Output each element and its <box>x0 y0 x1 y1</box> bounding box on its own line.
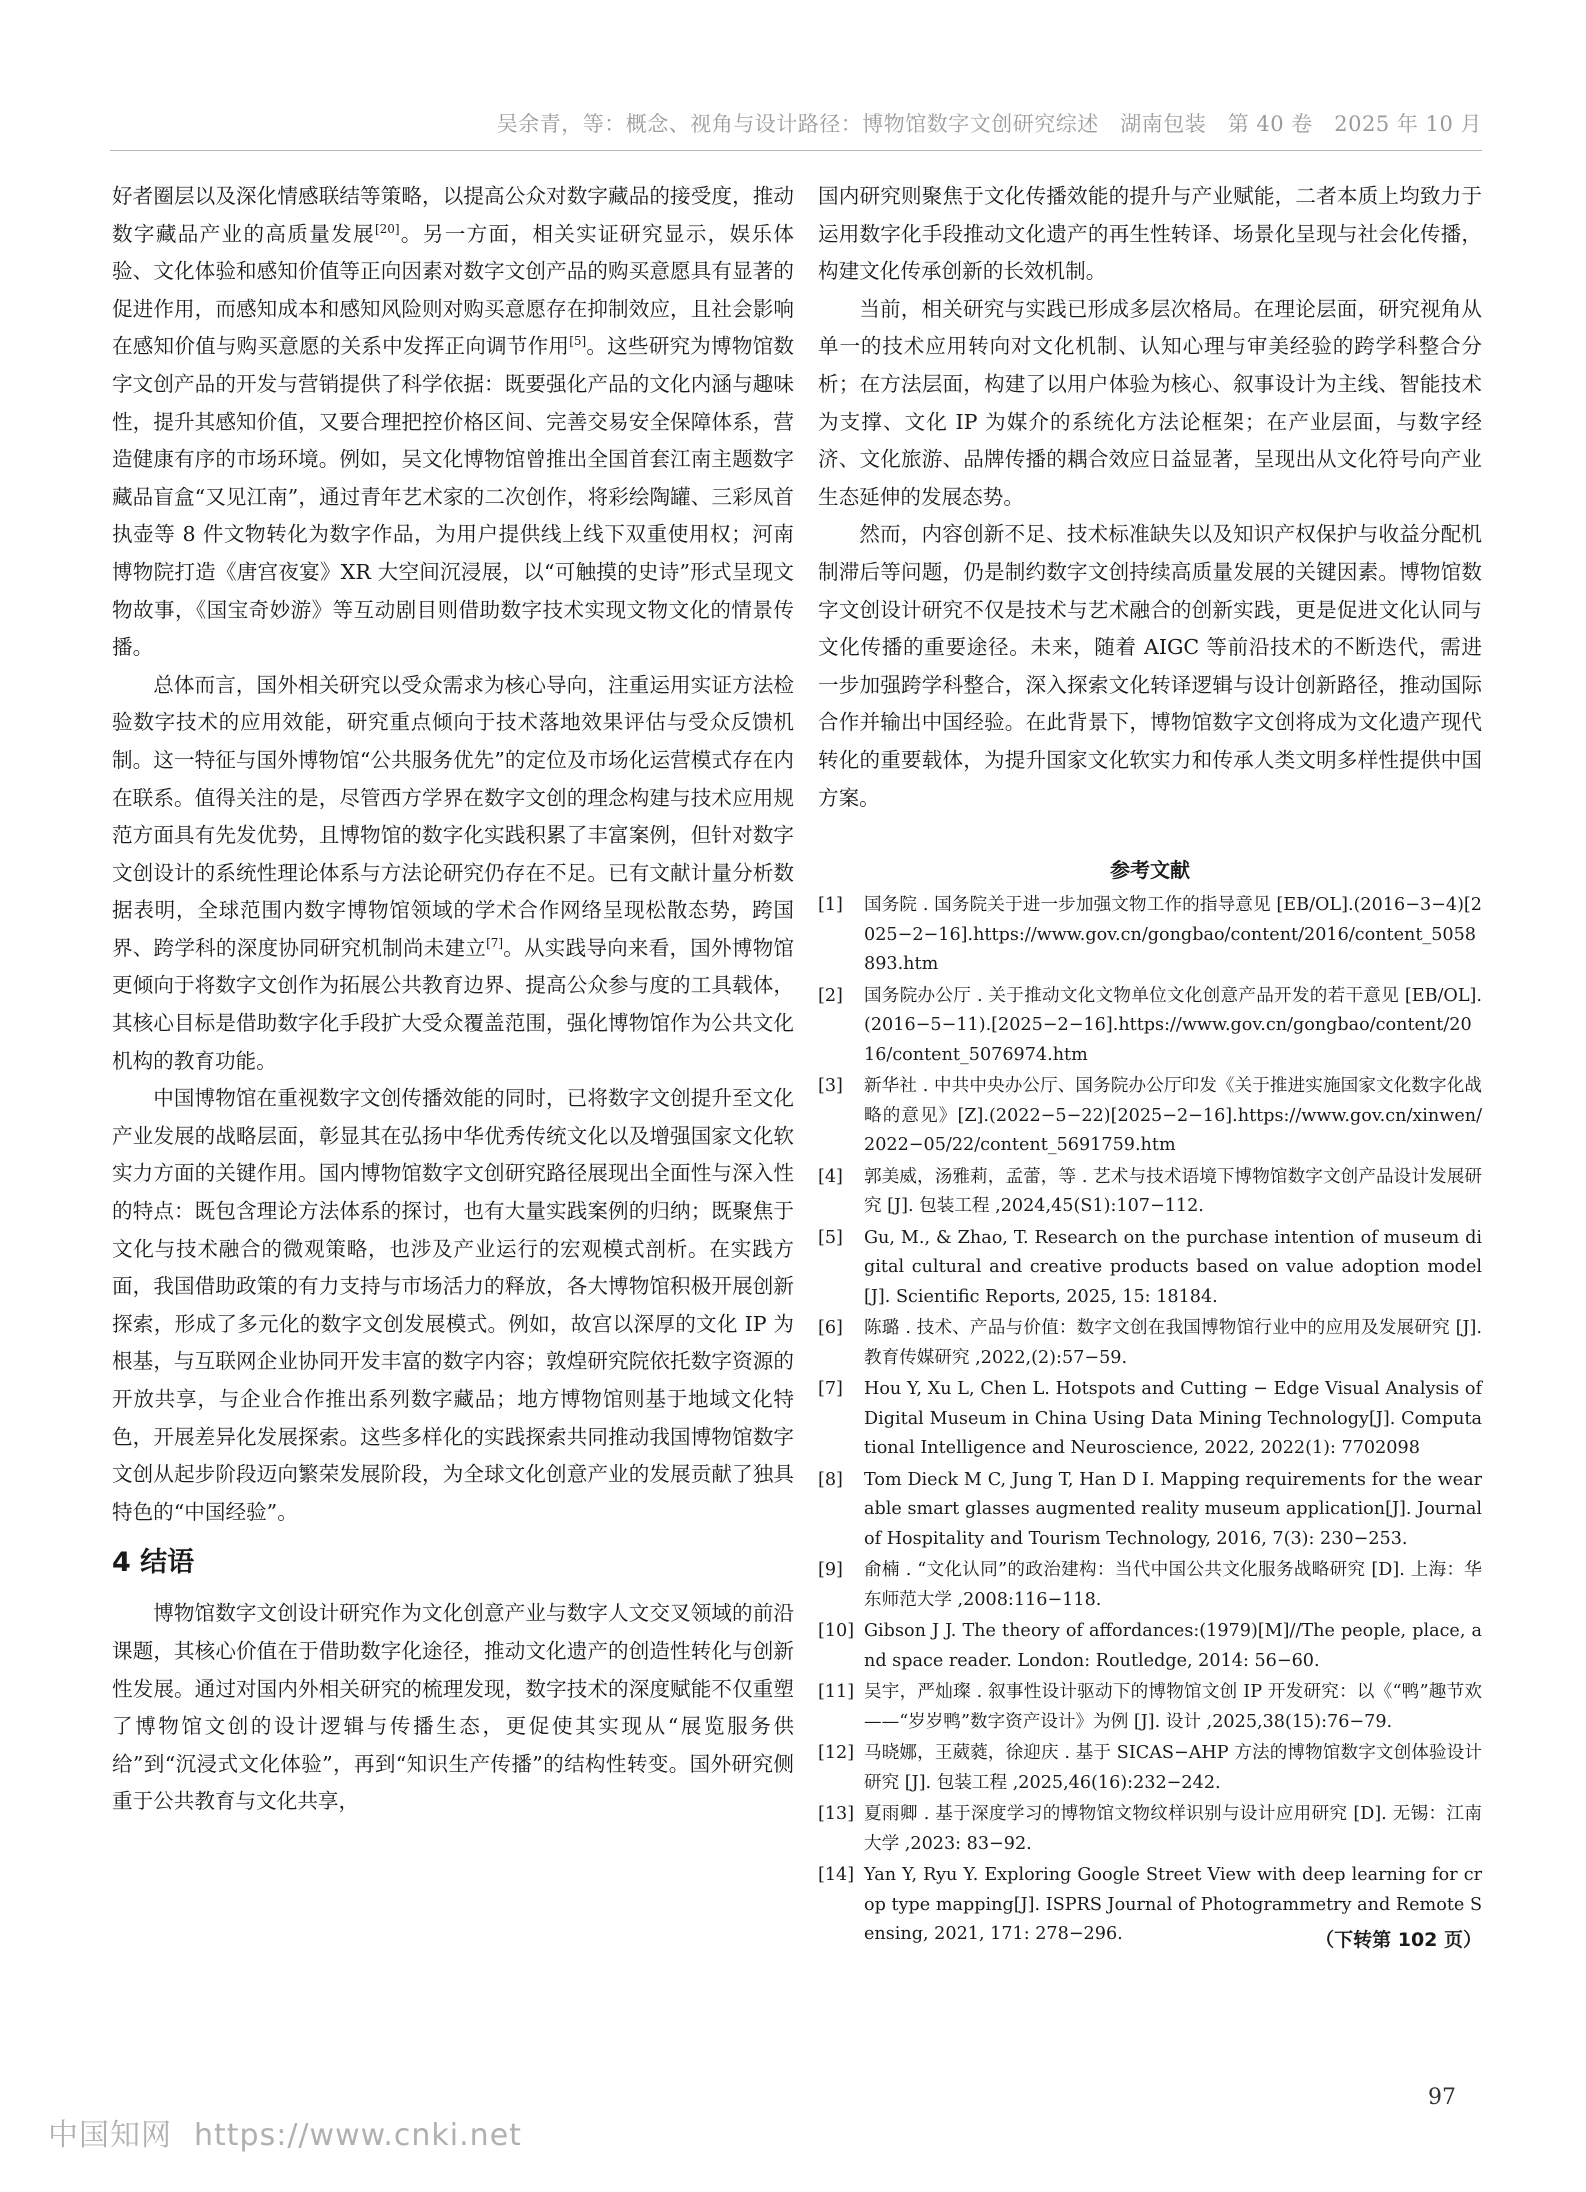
cnki-watermark <box>48 2110 522 2154</box>
continued-note: （下转第 102 页） <box>1315 1928 1482 1951</box>
reference-item: [2] 国务院办公厅 . 关于推动文化文物单位文化创意产品开发的若干意见 [EB/OL].(2016−5−11).[2025−2−16].https://www.gov.cn/gongbao/content/2016/content_5076974.htm <box>818 985 1482 1065</box>
reference-list <box>818 891 1482 1950</box>
paragraph: 博物馆数字文创设计研究作为文化创意产业与数字人文交叉领域的前沿课题，其核心价值在于借助数字化途径，推动文化遗产的创造性转化与创新性发展。通过对国内外相关研究的梳理发现，数字技术的深度赋能不仅重塑了博物馆文创的设计逻辑与传播生态，更促使其实现从“展览服务供给”到“沉浸式文化体验”，再到“知识生产传播”的结构性转变。国外研究侧重于公共教育与文化共享， <box>112 1601 794 1814</box>
section-heading: 4 结语 <box>112 1547 195 1579</box>
reference-item: [8] Tom Dieck M C, Jung T, Han D I. Mapping requirements for the wearable smart glasses augmented reality museum application[J]. Journal of Hospitality and Tourism Technology, 2016, 7(3): 230−253. <box>818 1469 1482 1549</box>
paragraph: 总体而言，国外相关研究以受众需求为核心导向，注重运用实证方法检验数字技术的应用效能，研究重点倾向于技术落地效果评估与受众反馈机制。这一特征与国外博物馆“公共服务优先”的定位及市场化运营模式存在内在联系。值得关注的是，尽管西方学界在数字文创的理念构建与技术应用规范方面具有先发优势，且博物馆的数字化实践积累了丰富案例，但针对数字文创设计的系统性理论体系与方法论研究仍存在不足。已有文献计量分析数据表明，全球范围内数字博物馆领域的学术合作网络呈现松散态势，跨国界、跨学科的深度协同研究机制尚未建立[7]。从实践导向来看，国外博物馆更倾向于将数字文创作为拓展公共教育边界、提高公众参与度的工具载体，其核心目标是借助数字化手段扩大受众覆盖范围，强化博物馆作为公共文化机构的教育功能。 <box>112 672 794 1073</box>
reference-item: [7] Hou Y, Xu L, Chen L. Hotspots and Cutting − Edge Visual Analysis of Digital Museum in China Using Data Mining Technology[J]. Computational Intelligence and Neuroscience, 2022, 2022(1): 7702098 <box>818 1379 1482 1459</box>
reference-item: [10] Gibson J J. The theory of affordances:(1979)[M]//The people, place, and space reader. London: Routledge, 2014: 56−60. <box>818 1621 1482 1671</box>
reference-item: [9] 俞楠 . “文化认同”的政治建构：当代中国公共文化服务战略研究 [D]. 上海：华东师范大学 ,2008:116−118. <box>818 1560 1482 1610</box>
reference-item: [3] 新华社 . 中共中央办公厅、国务院办公厅印发《关于推进实施国家文化数字化战略的意见》[Z].(2022−5−22)[2025−2−16].https://www.gov.cn/xinwen/2022−05/22/content_5691759.htm <box>818 1076 1482 1156</box>
citation: [7] <box>486 936 504 951</box>
reference-item: [6] 陈璐 . 技术、产品与价值：数字文创在我国博物馆行业中的应用及发展研究 [J]. 教育传媒研究 ,2022,(2):57−59. <box>818 1318 1482 1368</box>
right-column <box>818 178 1482 1959</box>
reference-item: [1] 国务院 . 国务院关于进一步加强文物工作的指导意见 [EB/OL].(2016−3−4)[2025−2−16].https://www.gov.cn/gongbao/content/2016/content_5058893.htm <box>818 895 1482 975</box>
citation: [20] <box>374 221 400 236</box>
reference-item: [12] 马晓娜，王葳蕤，徐迎庆 . 基于 SICAS−AHP 方法的博物馆数字文创体验设计研究 [J]. 包装工程 ,2025,46(16):232−242. <box>818 1743 1482 1793</box>
reference-item: [5] Gu, M., & Zhao, T. Research on the purchase intention of museum digital cultural and creative products based on value adoption model[J]. Scientific Reports, 2025, 15: 18184. <box>818 1227 1482 1307</box>
left-column <box>112 178 794 1821</box>
references-title: 参考文献 <box>1110 858 1190 883</box>
page-number: 97 <box>1428 2085 1456 2110</box>
watermark-url[interactable]: https://www.cnki.net <box>194 2118 522 2153</box>
reference-item: [11] 吴宇，严灿璨 . 叙事性设计驱动下的博物馆文创 IP 开发研究：以《“鸭”趣节欢——“岁岁鸭”数字资产设计》为例 [J]. 设计 ,2025,38(15):76−79. <box>818 1682 1482 1732</box>
reference-item: [4] 郭美威，汤雅莉，孟蕾，等 . 艺术与技术语境下博物馆数字文创产品设计发展研究 [J]. 包装工程 ,2024,45(S1):107−112. <box>818 1166 1482 1217</box>
running-header: 吴余青，等：概念、视角与设计路径：博物馆数字文创研究综述 湖南包装 第 40 卷 2025 年 10 月 <box>496 112 1482 136</box>
citation: [5] <box>569 334 587 349</box>
paragraph: 然而，内容创新不足、技术标准缺失以及知识产权保护与收益分配机制滞后等问题，仍是制约数字文创持续高质量发展的关键因素。博物馆数字文创设计研究不仅是技术与艺术融合的创新实践，更是促进文化认同与文化传播的重要途径。未来，随着 AIGC 等前沿技术的不断迭代，需进一步加强跨学科整合，深入探索文化转译逻辑与设计创新路径，推动国际合作并输出中国经验。在此背景下，博物馆数字文创将成为文化遗产现代转化的重要载体，为提升国家文化软实力和传承人类文明多样性提供中国方案。 <box>818 522 1482 810</box>
paragraph: 当前，相关研究与实践已形成多层次格局。在理论层面，研究视角从单一的技术应用转向对文化机制、认知心理与审美经验的跨学科整合分析；在方法层面，构建了以用户体验为核心、叙事设计为主线、智能技术为支撑、文化 IP 为媒介的系统化方法论框架；在产业层面，与数字经济、文化旅游、品牌传播的耦合效应日益显著，呈现出从文化符号向产业生态延伸的发展态势。 <box>818 296 1482 509</box>
header-rule <box>110 150 1482 151</box>
paragraph: 好者圈层以及深化情感联结等策略，以提高公众对数字藏品的接受度，推动数字藏品产业的高质量发展[20]。另一方面，相关实证研究显示，娱乐体验、文化体验和感知价值等正向因素对数字文创产品的购买意愿具有显著的促进作用，而感知成本和感知风险则对购买意愿存在抑制效应，且社会影响在感知价值与购买意愿的关系中发挥正向调节作用[5]。这些研究为博物馆数字文创产品的开发与营销提供了科学依据：既要强化产品的文化内涵与趣味性，提升其感知价值，又要合理把控价格区间、完善交易安全保障体系，营造健康有序的市场环境。例如，吴文化博物馆曾推出全国首套江南主题数字藏品盲盒“又见江南”，通过青年艺术家的二次创作，将彩绘陶罐、三彩凤首执壶等 8 件文物转化为数字作品，为用户提供线上线下双重使用权；河南博物院打造《唐宫夜宴》XR 大空间沉浸展，以“可触摸的史诗”形式呈现文物故事，《国宝奇妙游》等互动剧目则借助数字技术实现文物文化的情景传播。 <box>112 184 795 660</box>
watermark-brand: 中国知网 <box>48 2118 172 2153</box>
paragraph: 国内研究则聚焦于文化传播效能的提升与产业赋能，二者本质上均致力于运用数字化手段推动文化遗产的再生性转译、场景化呈现与社会化传播，构建文化传承创新的长效机制。 <box>818 184 1482 284</box>
reference-item: [13] 夏雨卿 . 基于深度学习的博物馆文物纹样识别与设计应用研究 [D]. 无锡：江南大学 ,2023: 83−92. <box>818 1804 1482 1854</box>
reference-item: [14] Yan Y, Ryu Y. Exploring Google Street View with deep learning for crop type mapping[J]. ISPRS Journal of Photogrammetry and Remote Sensing, 2021, 171: 278−296. <box>818 1865 1482 1945</box>
paragraph: 中国博物馆在重视数字文创传播效能的同时，已将数字文创提升至文化产业发展的战略层面，彰显其在弘扬中华优秀传统文化以及增强国家文化软实力方面的关键作用。国内博物馆数字文创研究路径展现出全面性与深入性的特点：既包含理论方法体系的探讨，也有大量实践案例的归纳；既聚焦于文化与技术融合的微观策略，也涉及产业运行的宏观模式剖析。在实践方面，我国借助政策的有力支持与市场活力的释放，各大博物馆积极开展创新探索，形成了多元化的数字文创发展模式。例如，故宫以深厚的文化 IP 为根基，与互联网企业协同开发丰富的数字内容；敦煌研究院依托数字资源的开放共享，与企业合作推出系列数字藏品；地方博物馆则基于地域文化特色，开展差异化发展探索。这些多样化的实践探索共同推动我国博物馆数字文创从起步阶段迈向繁荣发展阶段，为全球文化创意产业的发展贡献了独具特色的“中国经验”。 <box>112 1086 794 1524</box>
